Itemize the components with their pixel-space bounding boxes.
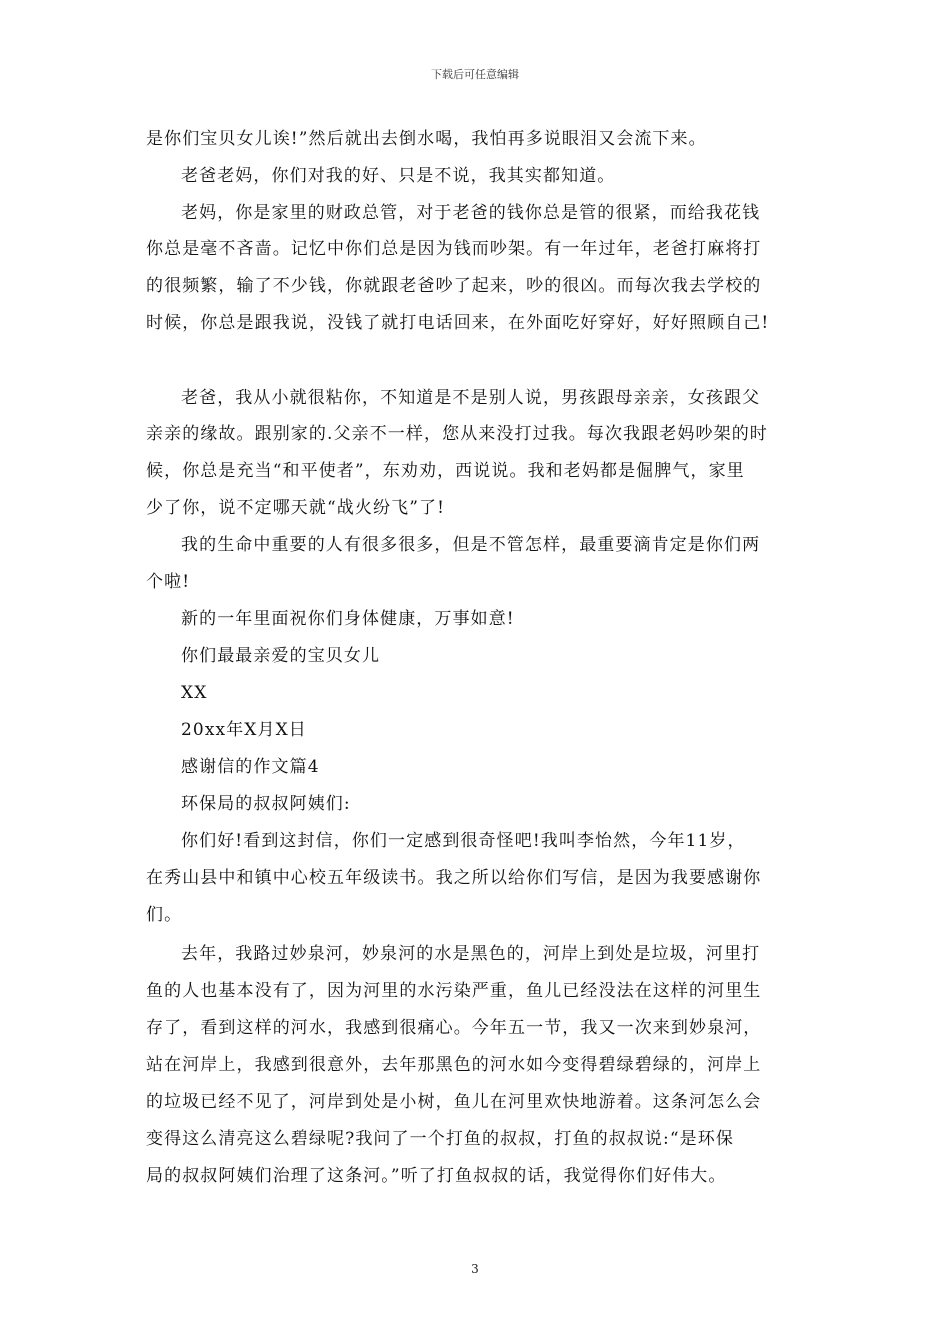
paragraph-line: 你总是毫不吝啬。记忆中你们总是因为钱而吵架。有一年过年，老爸打麻将打	[146, 239, 762, 259]
letter-date: 20xx年X月X日	[181, 720, 307, 740]
paragraph-line: 亲亲的缘故。跟别家的.父亲不一样，您从来没打过我。每次我跟老妈吵架的时	[146, 424, 768, 444]
paragraph-line: 你们好!看到这封信，你们一定感到很奇怪吧!我叫李怡然，今年11岁，	[181, 831, 746, 851]
paragraph-line: 局的叔叔阿姨们治理了这条河。”听了打鱼叔叔的话，我觉得你们好伟大。	[146, 1166, 727, 1186]
paragraph-line: 站在河岸上，我感到很意外，去年那黑色的河水如今变得碧绿碧绿的，河岸上	[146, 1055, 762, 1075]
signature-line: 你们最最亲爱的宝贝女儿	[181, 646, 381, 666]
paragraph-line: 在秀山县中和镇中心校五年级读书。我之所以给你们写信，是因为我要感谢你	[146, 868, 762, 888]
page-number: 3	[471, 1262, 479, 1276]
paragraph-line: 存了，看到这样的河水，我感到很痛心。今年五一节，我又一次来到妙泉河，	[146, 1018, 762, 1038]
paragraph-line: 新的一年里面祝你们身体健康，万事如意!	[181, 609, 515, 629]
letter-salutation: 环保局的叔叔阿姨们:	[181, 794, 351, 814]
paragraph-line: 鱼的人也基本没有了，因为河里的水污染严重，鱼儿已经没法在这样的河里生	[146, 981, 762, 1001]
paragraph-line: 老妈，你是家里的财政总管，对于老爸的钱你总是管的很紧，而给我花钱	[181, 203, 761, 223]
paragraph-line: 的垃圾已经不见了，河岸到处是小树，鱼儿在河里欢快地游着。这条河怎么会	[146, 1092, 762, 1112]
paragraph-line: 我的生命中重要的人有很多很多，但是不管怎样，最重要滴肯定是你们两	[181, 535, 761, 555]
page-header: 下载后可任意编辑	[431, 68, 519, 81]
signature-name: XX	[181, 683, 208, 703]
paragraph-line: 们。	[146, 905, 183, 925]
section-title: 感谢信的作文篇4	[181, 757, 320, 777]
paragraph-line: 个啦!	[146, 572, 191, 592]
paragraph-line: 少了你，说不定哪天就“战火纷飞”了!	[146, 498, 446, 518]
paragraph-line: 的很频繁，输了不少钱，你就跟老爸吵了起来，吵的很凶。而每次我去学校的	[146, 276, 762, 296]
paragraph-line: 变得这么清亮这么碧绿呢?我问了一个打鱼的叔叔，打鱼的叔叔说:“是环保	[146, 1129, 734, 1149]
paragraph-line: 去年，我路过妙泉河，妙泉河的水是黑色的，河岸上到处是垃圾，河里打	[181, 944, 761, 964]
paragraph-line: 时候，你总是跟我说，没钱了就打电话回来，在外面吃好穿好，好好照顾自己!	[146, 313, 770, 333]
paragraph-line: 候，你总是充当“和平使者”，东劝劝，西说说。我和老妈都是倔脾气，家里	[146, 461, 745, 481]
paragraph-line: 老爸，我从小就很粘你，不知道是不是别人说，男孩跟母亲亲，女孩跟父	[181, 388, 761, 408]
paragraph-line: 老爸老妈，你们对我的好、只是不说，我其实都知道。	[181, 166, 616, 186]
paragraph-line: 是你们宝贝女儿诶!”然后就出去倒水喝，我怕再多说眼泪又会流下来。	[146, 129, 707, 149]
